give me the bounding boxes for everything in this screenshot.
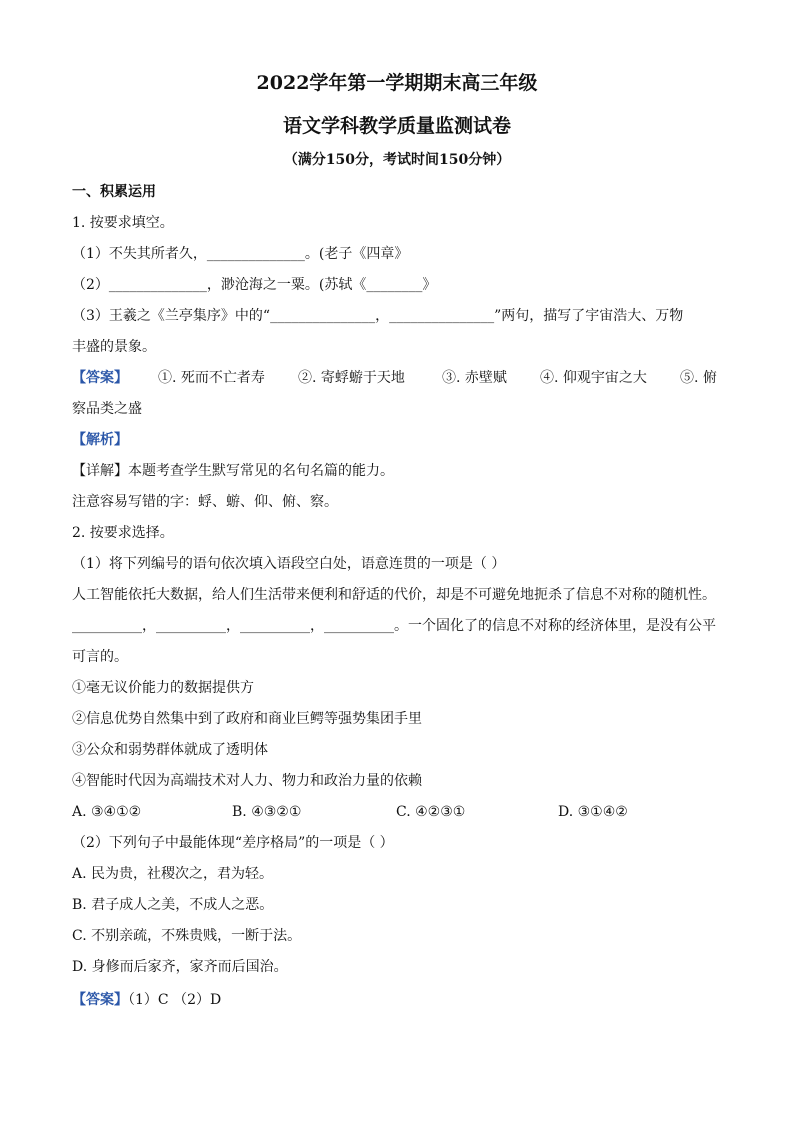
answer-cont: 察品类之盛 [72,401,142,417]
answer-line-2 [72,990,221,1010]
exam-subtitle: （满分150分，考试时间150分钟） [283,152,511,168]
choice-option: C. ④②③① [396,804,466,820]
choice-option: D. ③①④② [558,804,628,820]
note-line: 注意容易写错的字：蜉、蝣、仰、俯、察。 [72,494,338,510]
choice-d: D. 身修而后家齐，家齐而后国治。 [72,959,288,975]
question-2-stem: 2. 按要求选择。 [72,525,174,541]
answer-item: ⑤. 俯 [680,370,717,386]
question-1-part-2: （2）______________，渺沧海之一粟。(苏轼《________》 [72,277,437,293]
answer-text-2: （1）C （2）D [128,992,222,1008]
detail-tag: 【详解】 [72,463,128,479]
choice-b: B. 君子成人之美，不成人之恶。 [72,897,274,913]
choice-option: A. ③④①② [72,804,142,820]
question-1-part-3: （3）王羲之《兰亭集序》中的“_______________，_______________”两句，描写了宇宙浩大、万物 [72,308,684,324]
sentence-2: ②信息优势自然集中到了政府和商业巨鳄等强势集团手里 [72,711,422,727]
answer-item: ④. 仰观宇宙之大 [540,370,647,386]
analysis-tag: 【解析】 [72,432,128,448]
answer-item: ②. 寄蜉蝣于天地 [298,370,405,386]
exam-title-line2: 语文学科教学质量监测试卷 [282,115,511,137]
choice-a: A. 民为贵，社稷次之，君为轻。 [72,866,274,882]
section-heading: 一、积累运用 [72,184,156,200]
answer-tag: 【答案】 [72,370,128,386]
passage-line-2: __________，__________，__________，__________。一个固化了的信息不对称的经济体里，是没有公平 [72,618,716,634]
question-1-part-1: （1）不失其所者久，______________。(老子《四章》 [72,246,409,262]
question-1-stem: 1. 按要求填空。 [72,215,174,231]
sentence-4: ④智能时代因为高端技术对人力、物力和政治力量的依赖 [72,773,422,789]
detail-text: 本题考查学生默写常见的名句名篇的能力。 [128,463,394,479]
passage-line-3: 可言的。 [72,649,128,665]
question-2-sub-2: （2）下列句子中最能体现“差序格局”的一项是（ ） [72,835,394,851]
question-2-sub-1: （1）将下列编号的语句依次填入语段空白处，语意连贯的一项是（ ） [72,556,506,572]
answer-item: ①. 死而不亡者寿 [158,370,265,386]
answer-tag-2: 【答案】 [72,992,128,1008]
choice-option: B. ④③②① [232,804,302,820]
sentence-1: ①毫无议价能力的数据提供方 [72,680,254,696]
question-1-part-3-cont: 丰盛的景象。 [72,339,156,355]
answer-item: ③. 赤壁赋 [442,370,507,386]
choice-c: C. 不别亲疏，不殊贵贱，一断于法。 [72,928,302,944]
detail-line [72,461,394,481]
passage-line-1: 人工智能依托大数据，给人们生活带来便利和舒适的代价，却是不可避免地扼杀了信息不对称的随机性。 [72,587,716,603]
exam-title-line1: 2022学年第一学期期末高三年级 [256,72,538,94]
sentence-3: ③公众和弱势群体就成了透明体 [72,742,268,758]
